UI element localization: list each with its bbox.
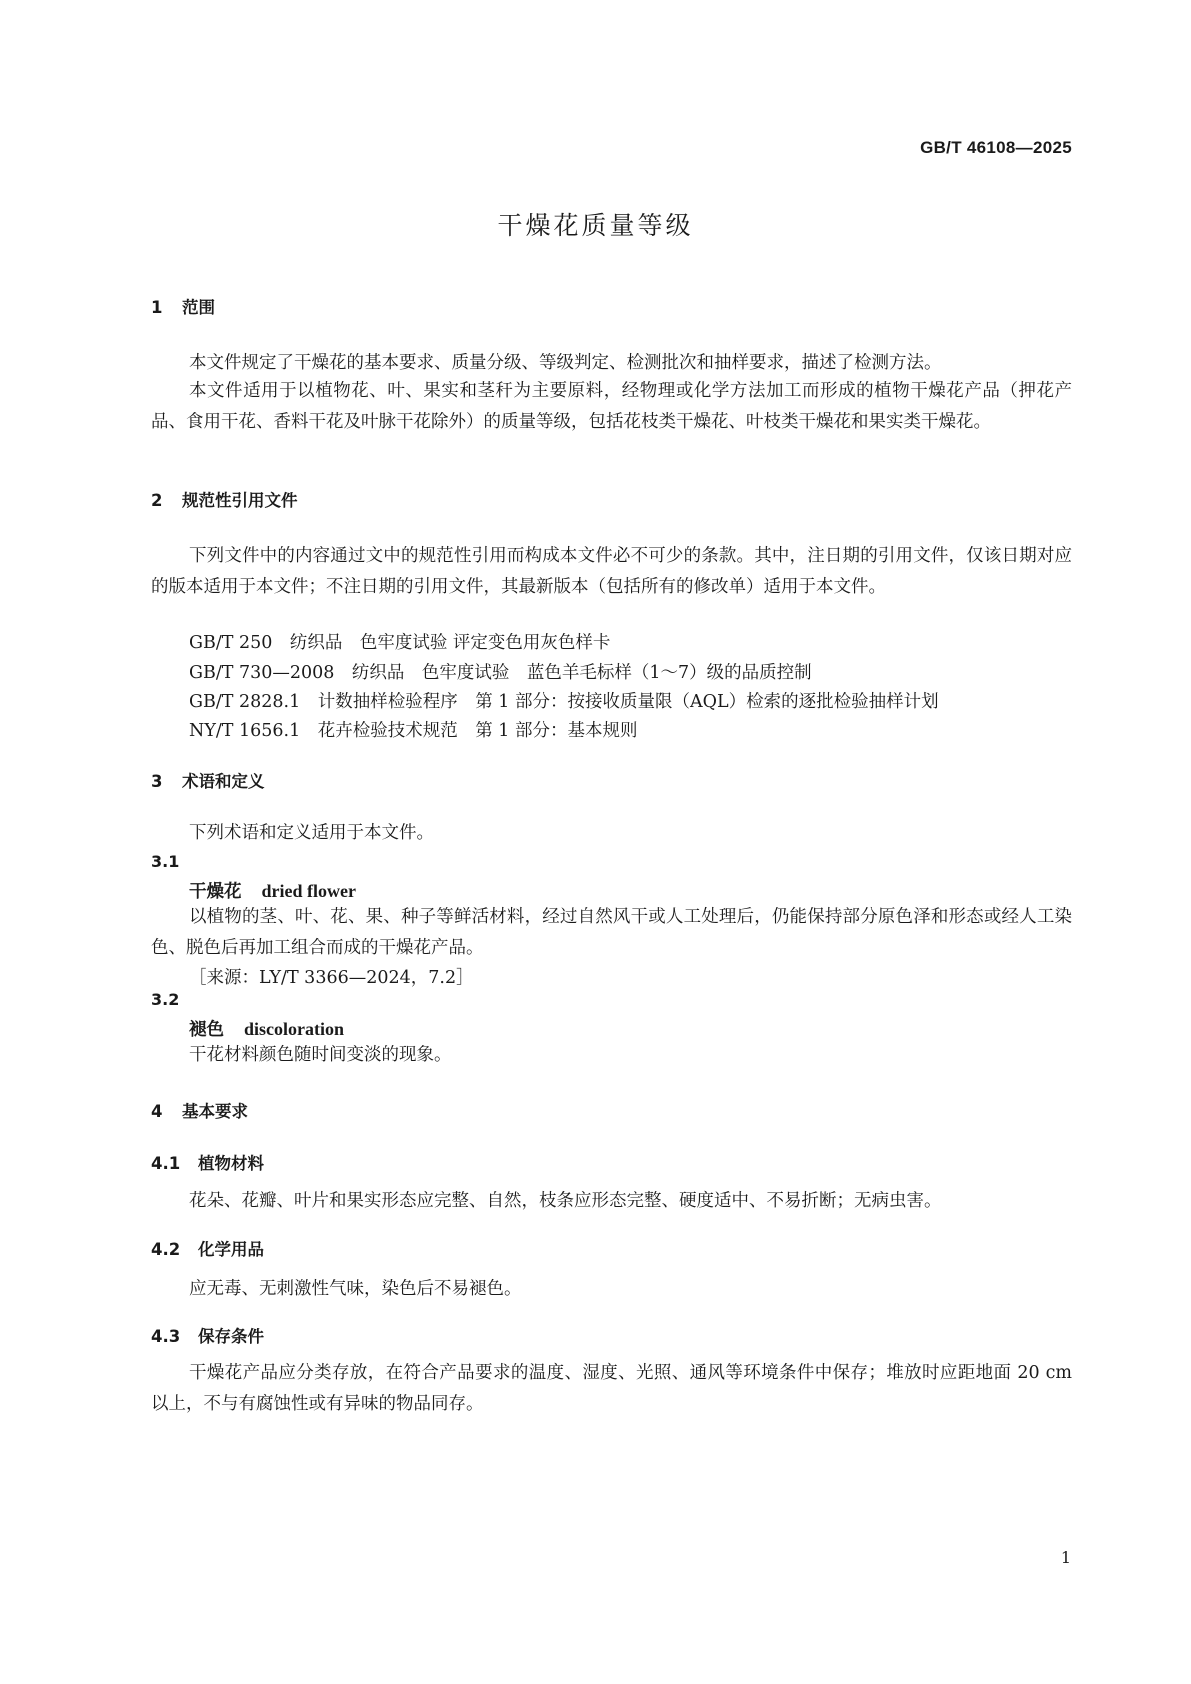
subsection-4-1-heading: [151, 1150, 264, 1174]
term-entry: [189, 878, 356, 903]
paragraph: 下列文件中的内容通过文中的规范性引用而构成本文件必不可少的条款。其中，注日期的引用文件，仅该日期对应的版本适用于本文件；不注日期的引用文件，其最新版本（包括所有的修改单）适用于本文件。: [151, 546, 1072, 597]
term-number: 3.1: [151, 852, 180, 871]
term-en: discoloration: [244, 1019, 345, 1039]
subsection-number: 4.3: [151, 1327, 181, 1346]
reference-item: GB/T 2828.1 计数抽样检验程序 第 1 部分：按接收质量限（AQL）检索的逐批检验抽样计划: [189, 692, 939, 712]
term-zh: 褪色: [189, 1020, 224, 1040]
subsection-number: 4.2: [151, 1240, 181, 1259]
section-1-heading: [151, 294, 215, 318]
subsection-title: 植物材料: [198, 1154, 264, 1173]
standard-code: GB/T 46108—2025: [920, 138, 1072, 157]
subsection-number: 4.1: [151, 1154, 181, 1173]
term-definition: 以植物的茎、叶、花、果、种子等鲜活材料，经过自然风干或人工处理后，仍能保持部分原色泽和形态或经人工染色、脱色后再加工组合而成的干燥花产品。: [151, 907, 1072, 958]
section-2-heading: [151, 487, 298, 511]
section-4-heading: [151, 1098, 248, 1122]
paragraph: 下列术语和定义适用于本文件。: [189, 823, 434, 843]
term-definition: 干花材料颜色随时间变淡的现象。: [189, 1045, 452, 1065]
section-title: 术语和定义: [182, 772, 265, 791]
paragraph: 干燥花产品应分类存放，在符合产品要求的温度、湿度、光照、通风等环境条件中保存；堆放时应距地面 20 cm 以上，不与有腐蚀性或有异味的物品同存。: [151, 1363, 1072, 1414]
subsection-title: 化学用品: [198, 1240, 264, 1259]
term-number: 3.2: [151, 990, 180, 1009]
subsection-title: 保存条件: [198, 1327, 264, 1346]
section-number: 1: [151, 298, 163, 317]
section-3-heading: [151, 768, 265, 792]
term-entry: [189, 1016, 344, 1041]
paragraph: 花朵、花瓣、叶片和果实形态应完整、自然，枝条应形态完整、硬度适中、不易折断；无病虫害。: [189, 1191, 942, 1211]
term-zh: 干燥花: [189, 882, 242, 902]
subsection-4-2-heading: [151, 1236, 264, 1260]
term-source: ［来源：LY/T 3366—2024，7.2］: [189, 968, 474, 988]
reference-item: GB/T 730—2008 纺织品 色牢度试验 蓝色羊毛标样（1～7）级的品质控制: [189, 663, 812, 683]
reference-item: NY/T 1656.1 花卉检验技术规范 第 1 部分：基本规则: [189, 721, 638, 741]
paragraph: 本文件规定了干燥花的基本要求、质量分级、等级判定、检测批次和抽样要求，描述了检测方法。: [189, 353, 942, 373]
section-title: 规范性引用文件: [182, 491, 298, 510]
paragraph: 本文件适用于以植物花、叶、果实和茎秆为主要原料，经物理或化学方法加工而形成的植物干燥花产品（押花产品、食用干花、香料干花及叶脉干花除外）的质量等级，包括花枝类干燥花、叶枝类干燥花和果实类干燥花。: [151, 381, 1072, 432]
page-number: 1: [1060, 1548, 1071, 1567]
subsection-4-3-heading: [151, 1323, 264, 1347]
reference-item: GB/T 250 纺织品 色牢度试验 评定变色用灰色样卡: [189, 633, 611, 653]
section-title: 范围: [182, 298, 215, 317]
section-number: 4: [151, 1102, 163, 1121]
section-number: 3: [151, 772, 163, 791]
section-number: 2: [151, 491, 163, 510]
section-title: 基本要求: [182, 1102, 248, 1121]
paragraph: 应无毒、无刺激性气味，染色后不易褪色。: [189, 1279, 522, 1299]
document-title: 干燥花质量等级: [497, 211, 694, 240]
term-en: dried flower: [261, 881, 356, 901]
